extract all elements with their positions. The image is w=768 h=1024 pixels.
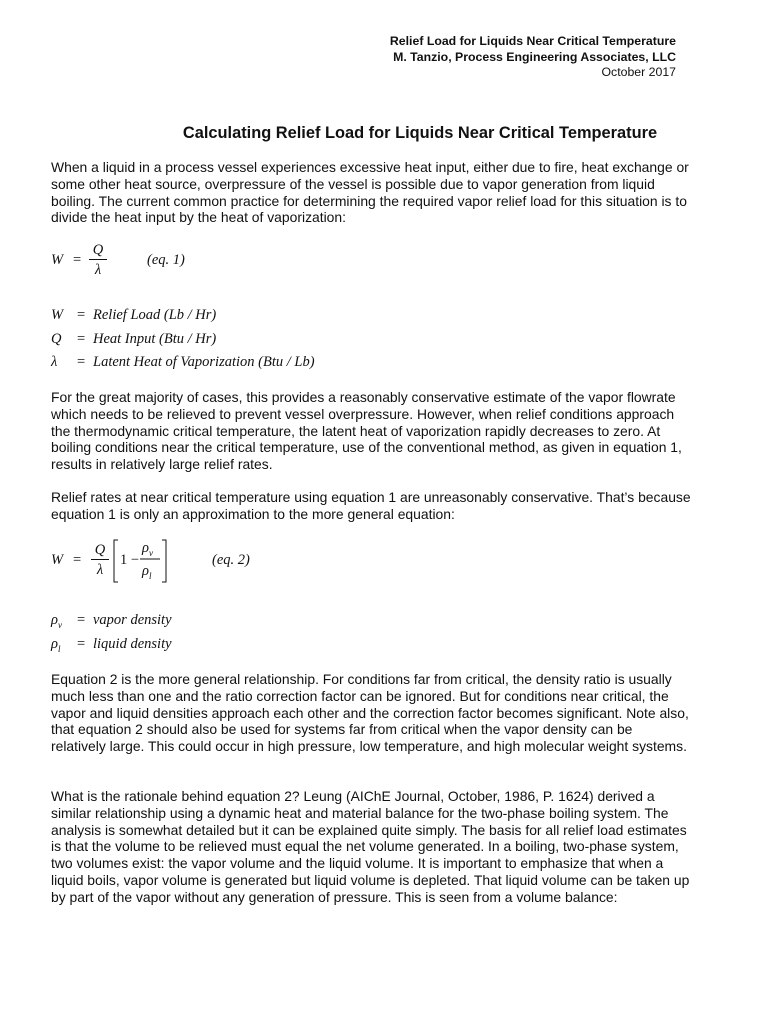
document-title: Calculating Relief Load for Liquids Near Critical Temperature: [182, 124, 658, 142]
paragraph-general-equation: Relief rates at near critical temperature using equation 1 are unreasonably conservative. That’s because equation 1 is only an approximation to the more general equation:: [51, 489, 691, 522]
header-author: M. Tanzio, Process Engineering Associates, LLC: [393, 49, 676, 64]
eq2-lhs: W: [51, 552, 64, 568]
eq1-denominator: λ: [94, 262, 102, 278]
left-bracket: [114, 540, 118, 582]
header-date: October 2017: [601, 65, 676, 79]
definition-liquid-density: $\rho_l$ = liquid density: [51, 636, 172, 654]
eq1-tag: (eq. 1): [147, 252, 185, 268]
eq1-fraction-bar: [89, 259, 107, 260]
eq2-ratio-denominator: $\rho_l$: [142, 563, 152, 581]
paragraph-equation-2-discussion: Equation 2 is the more general relationship. For conditions far from critical, the density ratio is usually much less than one and the ratio correction factor can be ignored. But for conditions near critical, the vapor and liquid densities approach each other and the correction factor becomes significant. Note also, that equation 2 should also be used for systems far from critical when the vapor density can be relatively large. This could occur in high pressure, low temperature, and high molecular weight systems.: [51, 671, 689, 755]
definition-w: W = Relief Load (Lb / Hr): [51, 307, 217, 323]
eq2-tag: (eq. 2): [212, 552, 250, 568]
header-title: Relief Load for Liquids Near Critical Temperature: [389, 34, 676, 48]
running-header: [390, 34, 676, 81]
eq2-denominator: λ: [96, 562, 104, 578]
definition-q: Q = Heat Input (Btu / Hr): [51, 331, 217, 347]
eq1-numerator: Q: [92, 242, 104, 258]
paragraph-conventional-method: For the great majority of cases, this provides a reasonably conservative estimate of the vapor flowrate which needs to be relieved to prevent vessel overpressure. However, when relief conditions approach the thermodynamic critical temperature, the latent heat of vaporization rapidly decreases to zero. At boiling conditions near the critical temperature, use of the conventional method, as given in equation 1, results in relatively large relief rates.: [51, 389, 682, 473]
definition-vapor-density: $\rho_v$ = vapor density: [51, 612, 172, 630]
definition-lambda: λ = Latent Heat of Vaporization (Btu / Lb): [51, 354, 315, 370]
paragraph-intro: When a liquid in a process vessel experiences excessive heat input, either due to fire, heat exchange or some other heat source, overpressure of the vessel is possible due to vapor generation from liquid boiling. The current common practice for determining the required vapor relief load for this situation is to divide the heat input by the heat of vaporization:: [51, 159, 689, 226]
eq2-brackets: [110, 538, 170, 584]
eq2-one-minus: 1 −: [120, 552, 140, 568]
eq2-ratio-numerator: $\rho_v$: [142, 540, 153, 558]
eq2-numerator: Q: [94, 542, 106, 558]
paragraph-rationale: What is the rationale behind equation 2? Leung (AIChE Journal, October, 1986, P. 1624) derived a similar relationship using a dynamic heat and material balance for the two-phase boiling system. The analysis is somewhat detailed but it can be explained quite simply. The basis for all relief load estimates is that the volume to be relieved must equal the net volume generated. In a boiling, two-phase system, two volumes exist: the vapor volume and the liquid volume. It is important to emphasize that when a liquid boils, vapor volume is generated but liquid volume is depleted. That liquid volume can be taken up by part of the vapor without any generation of pressure. This is seen from a volume balance:: [51, 788, 690, 905]
eq2-fraction-bar: [91, 559, 109, 560]
eq1-lhs: W: [51, 252, 64, 268]
eq2-equals: =: [73, 552, 82, 568]
right-bracket: [162, 540, 166, 582]
eq1-equals: =: [73, 252, 82, 268]
